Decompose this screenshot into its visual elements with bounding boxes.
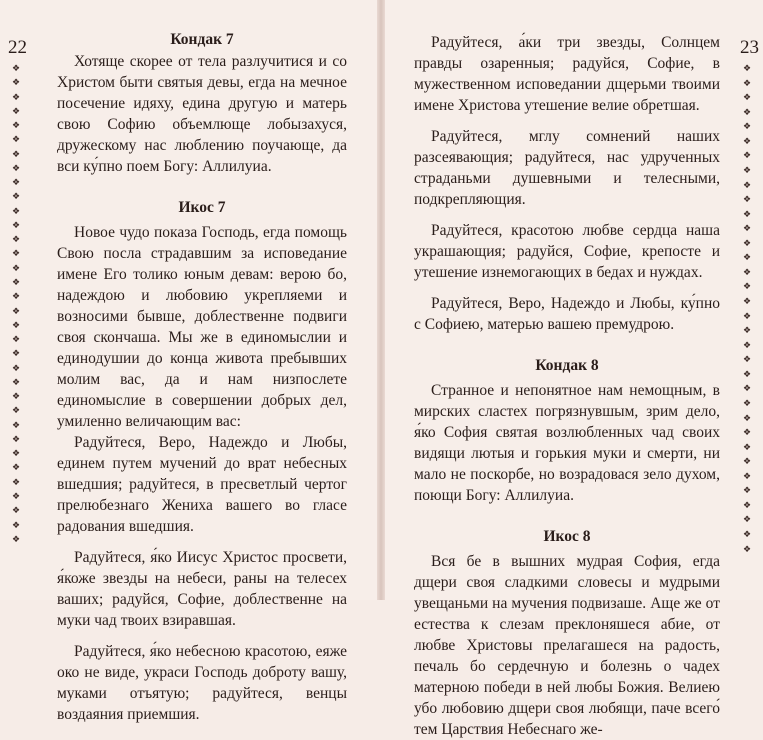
paragraph: Странное и непонятное нам немощным, в мирских сластех погрязнувшым, зрим дело, я́ко София святая возлюбленных чад своих видящи лютыя и горькия муки и смерти, ни мало не поскорбе, но возрадовася зело духом, поющи Богу: Аллилуиа. (414, 382, 720, 504)
section-heading-kondak-8: Кондак 8 (535, 357, 599, 374)
paragraph: Радуйтеся, Веро, Надеждо и Любы, единем путем мучений до врат небесных вшедшия; радуйтеся, в пресветлый чертог прелюбезнаго Жениха вашего во гласе радования вшедшия. (57, 434, 347, 535)
ornament-glyph-icon: ❖ (742, 92, 752, 103)
paragraph: Вся бе в вышних мудрая София, егда дщери своя сладкими словесы и мудрыми увещаньми на мучения подвизаше. Аще же от естества к слезам преклоняшеся абие, от любве Христовы прелагашеся на радость, печаль бо сердечную и болезнь о чадех матерною победи в ней любы Божия. Велиею убо любовию дщери своя любящи, паче всего́ тем Царствия Небеснаго же- (414, 553, 720, 738)
ornament-glyph-icon: ❖ (11, 248, 21, 259)
ornament-glyph-icon: ❖ (742, 310, 752, 321)
ornament-glyph-icon: ❖ (11, 120, 21, 131)
ornament-glyph-icon: ❖ (11, 319, 21, 330)
paragraph: Радуйтеся, красотою любве сердца наша украшающия; радуйся, Софие, крепосте и утешение изнемогающих в бедах и нуждах. (414, 222, 720, 281)
left-text-column (57, 29, 347, 725)
section-heading-kondak-7: Кондак 7 (170, 31, 234, 48)
ornament-glyph-icon: ❖ (11, 476, 21, 487)
ornament-glyph-icon: ❖ (11, 262, 21, 273)
ornament-glyph-icon: ❖ (11, 291, 21, 302)
ornament-glyph-icon: ❖ (11, 148, 21, 159)
ornament-glyph-icon: ❖ (742, 77, 752, 88)
ornament-glyph-icon: ❖ (742, 368, 752, 379)
ornament-glyph-icon: ❖ (11, 305, 21, 316)
ornament-glyph-icon: ❖ (742, 208, 752, 219)
ornament-glyph-icon: ❖ (11, 419, 21, 430)
ornament-glyph-icon: ❖ (11, 505, 21, 516)
ornament-glyph-icon: ❖ (11, 64, 21, 73)
ornament-glyph-icon: ❖ (742, 529, 752, 539)
ornament-glyph-icon: ❖ (11, 205, 21, 216)
ornament-glyph-icon: ❖ (742, 194, 752, 205)
ornament-glyph-icon: ❖ (11, 519, 21, 530)
left-ornament-border (11, 64, 21, 544)
paragraph: Радуйтеся, я́ко Иисус Христос просвети, я́коже звезды на небеси, раны на телесех ваших; радуйся, Софие, доблественне на муки чад твоих взиравшая. (57, 549, 347, 629)
ornament-glyph-icon: ❖ (742, 266, 752, 277)
ornament-glyph-icon: ❖ (11, 276, 21, 287)
ornament-glyph-icon: ❖ (742, 354, 752, 365)
right-ornament-border (742, 64, 752, 554)
ornament-glyph-icon: ❖ (742, 106, 752, 117)
ornament-glyph-icon: ❖ (11, 433, 21, 444)
ornament-glyph-icon: ❖ (11, 105, 21, 116)
ornament-glyph-icon: ❖ (11, 405, 21, 416)
ornament-glyph-icon: ❖ (742, 281, 752, 292)
ornament-glyph-icon: ❖ (742, 237, 752, 248)
right-page-number: 23 (740, 37, 759, 58)
paragraph: Новое чудо показа Господь, егда помощь Свою посла страдавшим за исповедание имене Его толико юным девам: верою бо, надеждою и любовию укрепляеми и возносими бывше, доблественне подвиги своя скончаша. Мы же в единомыслии и единодушии до конца живота пребывших молим вас, да и нам низпослете единомыслие в совершении добрых дел, умиленно величающим вас: (57, 224, 347, 430)
ornament-glyph-icon: ❖ (11, 362, 21, 373)
ornament-glyph-icon: ❖ (11, 219, 21, 230)
ornament-glyph-icon: ❖ (11, 234, 21, 245)
book-gutter (377, 0, 385, 600)
paragraph: Радуйтеся, Веро, Надеждо и Любы, ку́пно с Софиею, матерью вашею премудрою. (414, 295, 720, 333)
ornament-glyph-icon: ❖ (11, 334, 21, 345)
section-heading-ikos-8: Икос 8 (543, 528, 591, 545)
right-text-column (414, 32, 720, 740)
ornament-glyph-icon: ❖ (742, 485, 752, 496)
ornament-glyph-icon: ❖ (742, 397, 752, 408)
ornament-glyph-icon: ❖ (742, 325, 752, 336)
ornament-glyph-icon: ❖ (742, 412, 752, 423)
ornament-glyph-icon: ❖ (742, 470, 752, 481)
ornament-glyph-icon: ❖ (11, 448, 21, 459)
ornament-glyph-icon: ❖ (11, 462, 21, 473)
ornament-glyph-icon: ❖ (742, 383, 752, 394)
paragraph: Радуйтеся, а́ки три звезды, Солнцем правды озаренныя; радуйся, Софие, в мужественном исповедании дщерьми твоими имене Христова утешение велие обретшая. (414, 34, 720, 114)
ornament-glyph-icon: ❖ (742, 150, 752, 161)
ornament-glyph-icon: ❖ (11, 191, 21, 202)
paragraph: Радуйтеся, я́ко небесною красотою, еяже око не виде, украси Господь доброту вашу, муками отъятую; радуйтеся, венцы воздаяния приемшия. (57, 643, 347, 723)
section-heading-ikos-7: Икос 7 (178, 199, 226, 216)
ornament-glyph-icon: ❖ (11, 77, 21, 88)
ornament-glyph-icon: ❖ (742, 514, 752, 525)
ornament-glyph-icon: ❖ (11, 533, 21, 544)
ornament-glyph-icon: ❖ (11, 162, 21, 173)
ornament-glyph-icon: ❖ (742, 252, 752, 263)
ornament-glyph-icon: ❖ (742, 135, 752, 146)
ornament-glyph-icon: ❖ (11, 376, 21, 387)
ornament-glyph-icon: ❖ (11, 490, 21, 501)
ornament-glyph-icon: ❖ (742, 543, 752, 554)
ornament-glyph-icon: ❖ (742, 64, 752, 73)
ornament-glyph-icon: ❖ (742, 164, 752, 175)
ornament-glyph-icon: ❖ (11, 134, 21, 145)
ornament-glyph-icon: ❖ (742, 427, 752, 438)
paragraph: Радуйтеся, мглу сомнений наших разсеявающия; радуйтеся, нас удрученных страданьми душевными и телесными, подкрепляющия. (414, 128, 720, 208)
left-page-number: 22 (8, 37, 27, 58)
ornament-glyph-icon: ❖ (11, 91, 21, 102)
ornament-glyph-icon: ❖ (742, 339, 752, 350)
ornament-glyph-icon: ❖ (11, 348, 21, 359)
ornament-glyph-icon: ❖ (742, 499, 752, 510)
ornament-glyph-icon: ❖ (742, 296, 752, 306)
ornament-glyph-icon: ❖ (11, 391, 21, 402)
ornament-glyph-icon: ❖ (742, 223, 752, 234)
ornament-glyph-icon: ❖ (742, 179, 752, 190)
ornament-glyph-icon: ❖ (742, 121, 752, 132)
ornament-glyph-icon: ❖ (11, 177, 21, 188)
ornament-glyph-icon: ❖ (742, 441, 752, 452)
ornament-glyph-icon: ❖ (742, 456, 752, 467)
paragraph: Хотяще скорее от тела разлучитися и со Христом быти святыя девы, егда на мечное посечение идяху, едина другую и матерь свою Софию объемлюще лобызахуся, дружескому нас люблению поучающе, да вси ку́пно поем Богу: Аллилуиа. (57, 53, 347, 175)
